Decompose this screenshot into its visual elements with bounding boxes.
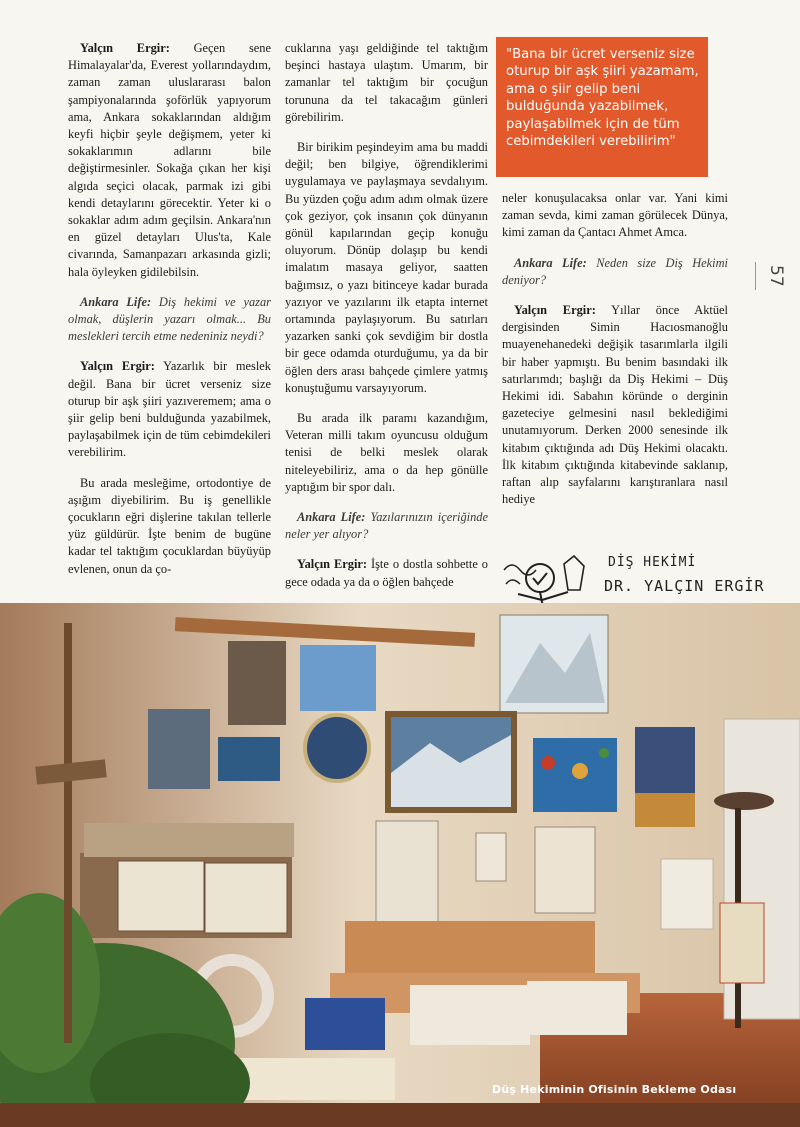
answer-paragraph xyxy=(68,40,271,281)
question-paragraph xyxy=(68,294,271,346)
body-paragraph: Bu arada ilk paramı kazandığım, Veteran milli takım oyuncusu olduğum tenisi de belki meslek olarak niteleyebiliriz, ama o da hep gönülle yaptığım bir spor dalı. xyxy=(285,411,488,494)
speaker-label: Ankara Life: xyxy=(297,510,366,525)
speaker-label: Ankara Life: xyxy=(514,255,587,270)
waiting-room-photo xyxy=(0,603,800,1127)
speaker-label: Yalçın Ergir: xyxy=(297,557,368,572)
question-paragraph xyxy=(285,509,488,543)
page-number: 57 xyxy=(755,262,786,290)
article-column-1 xyxy=(68,40,271,591)
handwritten-name: DR. YALÇIN ERGİR xyxy=(604,577,765,595)
speaker-label: Ankara Life: xyxy=(80,294,152,309)
paragraph-text: Yıllar önce Aktüel dergisinden Simin Hacıosmanoğlu muayenehanedeki değişik tasarımlarla ilgili bir haber yapmıştı. Bu benim basındaki ilk satırlarımdı; başlığı da Diş Hekimi – Düş Hekimi idi. Sabahın köründe o derginin gazeteciye gelmesini nasıl beklediğimi unutamıyorum. Derken 2000 senesinde ilk kitabım çıktığında adı Düş Hekimi olacaktı. İlk kitabım çıktığında kitabevinde saklanıp, raftan alıp sayfalarını karıştıranlara nasıl hediye xyxy=(502,303,728,507)
article-column-3 xyxy=(502,190,728,521)
body-paragraph: Bir birikim peşindeyim ama bu maddi değil; ben bilgiye, öğrendiklerimi uygulamaya ve paylaşmaya sevdalıyım. Bu yüzden çoğu adım adım olmak üzere çok geziyor, çok insanın çok dünyanın gönül kapılarından geçip konuğu oluyorum. Dönüp dolaşıp bu kendi imalatım masaya geliyor, saatten bağımsız, o yazı bitinceye kadar burada yazıyor ve yazılarını ilk etapta internet ortamında paylaşıyorum. Bu satırları yazarken sanki çok sevdiğim bir dostla bir gece odamda oturduğumu, ya da bir öğlen ders arası bahçede çimlere yatmış konuştuğumu varsayıyorum. xyxy=(285,140,488,395)
speaker-label: Yalçın Ergir: xyxy=(80,41,170,55)
body-paragraph: neler konuşulacaksa onlar var. Yani kimi zaman sevda, kimi zaman görülecek Dünya, kimi zaman da Çantacı Ahmet Amca. xyxy=(502,191,728,240)
body-paragraph: Bu arada mesleğime, ortodontiye de aşığım diyebilirim. Bu iş genellikle çocukların eğri dişlerine takılan tellerle yüz güldürür. İşte benim de bugüne kadar tel taktığım çocuklardan büyüyüp evlenen, onun da ço- xyxy=(68,475,271,576)
speaker-label: Yalçın Ergir: xyxy=(514,303,596,318)
paragraph-text: Yazarlık bir meslek değil. Bana bir ücret verseniz size oturup bir aşk şiiri yazıveremem; ama o şiir gelip beni bulduğunda yazabilmek, paylaşabilmek için de tüm cebimdekileri verebilirim. xyxy=(68,359,272,460)
answer-paragraph xyxy=(68,358,271,461)
waiting-room-illustration xyxy=(0,603,800,1127)
article-column-2 xyxy=(285,40,488,604)
body-paragraph: cuklarına yaşı geldiğinde tel taktığım beşinci hastaya ulaştım. Umarım, bir zamanlar tel taktığım bir çocuğun torununa da tel takacağım günleri görebilirim. xyxy=(285,41,488,124)
paragraph-text: Neden size Diş Hekimi deniyor? xyxy=(502,255,728,287)
pull-quote-box xyxy=(496,37,708,177)
paragraph-text: Yazılarınızın içeriğinde neler yer alıyor? xyxy=(285,510,488,542)
pull-quote-text: "Bana bir ücret verseniz size oturup bir aşk şiiri yazamam, ama o şiir gelip beni bulduğunda yazabilmek, paylaşabilmek için de tüm cebimdekileri verebilirim" xyxy=(506,47,699,150)
paragraph-text: Geçen sene Himalayalar'da, Everest yollarındaydım, zaman zaman uluslararası balon şampiyonalarında şoförlük yapıyorum ama, Ankara sokaklarından aldığım keyfi hiçbir şeyle değişmem, yeter ki sokaklarımın adlarını bile değiştirmesinler. Sokağa çıkan her kişi algıda seçici olacak, parmak izi gibi kendi detaylarını görecektir. Yeter ki o sokaklar adım adım geçilsin. Ankara'nın en güzel detayları Ulus'ta, Kale civarında, Samanpazarı arkasında gizli; hala öyleyken gidilebilsin. xyxy=(68,41,271,279)
answer-paragraph xyxy=(502,302,728,508)
answer-paragraph xyxy=(285,556,488,590)
paragraph-text: Diş hekimi ve yazar olmak, düşlerin yazarı olmak... Bu meslekleri tercih etme nedeniniz neydi? xyxy=(68,294,271,344)
handwritten-title: DİŞ HEKİMİ xyxy=(608,555,697,570)
photo-caption: Düş Hekiminin Ofisinin Bekleme Odası xyxy=(492,1083,737,1096)
question-paragraph xyxy=(502,255,728,289)
paragraph-text: İşte o dostla sohbette o gece odada ya da o öğlen bahçede xyxy=(285,557,488,589)
speaker-label: Yalçın Ergir: xyxy=(80,359,155,374)
